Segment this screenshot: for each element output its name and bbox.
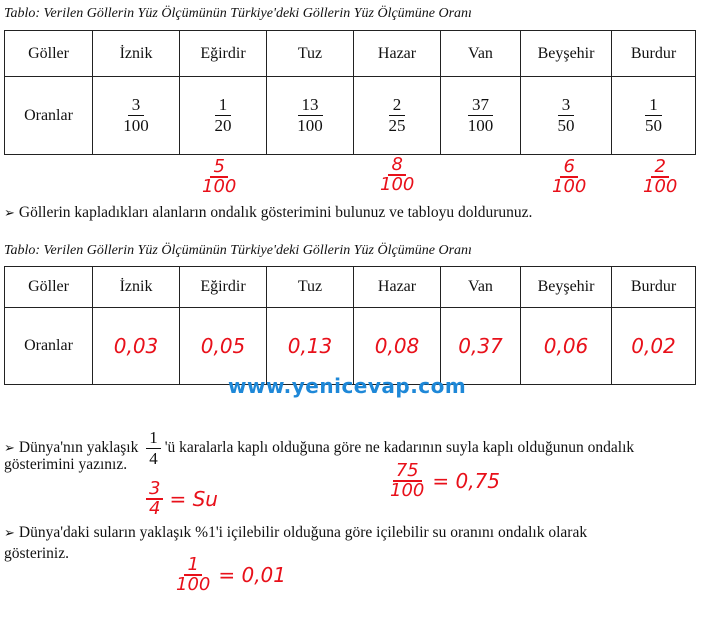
table1-header-label: Göller <box>5 31 93 77</box>
hand-numerator: 8 <box>388 156 405 176</box>
q1-hand-left-rest: = Su <box>169 487 218 511</box>
table2-answer: 0,13 <box>267 308 354 385</box>
q1-hand-right <box>390 462 500 500</box>
hand-numerator: 2 <box>651 158 668 178</box>
table2-lake: Van <box>441 267 521 308</box>
table1-ratio <box>180 77 267 155</box>
question1-text-after: 'ü karalarla kaplı olduğuna göre ne kadarının suyla kaplı olduğunun ondalık <box>164 439 635 457</box>
q1-hand-right-fraction <box>390 462 424 500</box>
hand-denominator: 100 <box>176 574 211 595</box>
table2-answer: 0,06 <box>521 308 612 385</box>
instruction-text: Göllerin kapladıkları alanların ondalık gösterimini bulunuz ve tabloyu doldurunuz. <box>18 204 533 221</box>
table1-ratio <box>267 77 354 155</box>
table2-header-row <box>5 267 696 308</box>
instruction <box>4 203 532 224</box>
q2-hand-rest: = 0,01 <box>218 563 287 587</box>
hand-conversion-hazar <box>380 156 414 194</box>
table2-lake: Hazar <box>354 267 441 308</box>
hand-denominator: 4 <box>149 498 161 519</box>
table2-answer: 0,03 <box>93 308 180 385</box>
table1-lake: Van <box>441 31 521 77</box>
table1-caption: Tablo: Verilen Göllerin Yüz Ölçümünün Türkiye'deki Göllerin Yüz Ölçümüne Oranı <box>4 6 472 21</box>
table1-lake: Burdur <box>612 31 696 77</box>
table2-lake: Tuz <box>267 267 354 308</box>
hand-denominator: 100 <box>202 176 237 197</box>
ratio-denominator: 100 <box>297 116 323 135</box>
question2 <box>4 523 700 564</box>
fraction-denominator: 4 <box>149 449 158 468</box>
q1-hand-left-fraction <box>146 480 163 518</box>
ratio-denominator: 100 <box>123 116 149 135</box>
hand-denominator: 100 <box>390 480 425 501</box>
hand-numerator: 5 <box>210 158 227 178</box>
table2-lake: Burdur <box>612 267 696 308</box>
q2-hand-fraction <box>176 556 210 594</box>
fraction-numerator: 1 <box>146 428 161 449</box>
table2-answer: 0,05 <box>180 308 267 385</box>
table1-ratio-row <box>5 77 696 155</box>
table2-caption: Tablo: Verilen Göllerin Yüz Ölçümünün Türkiye'deki Göllerin Yüz Ölçümüne Oranı <box>4 243 472 258</box>
ratio-denominator: 20 <box>214 116 232 135</box>
table2-header-label: Göller <box>5 267 93 308</box>
table1-lake: Hazar <box>354 31 441 77</box>
ratio-numerator: 37 <box>468 95 493 116</box>
hand-numerator: 3 <box>146 480 163 500</box>
hand-conversion-burdur <box>643 158 677 196</box>
hand-conversion-egirdir <box>202 158 236 196</box>
ratio-denominator: 50 <box>645 116 662 135</box>
table1-header-row <box>5 31 696 77</box>
table2-lake: Beyşehir <box>521 267 612 308</box>
ratio-numerator: 2 <box>389 95 406 116</box>
question1-fraction <box>146 428 161 469</box>
table2 <box>4 266 696 385</box>
q1-hand-right-rest: = 0,75 <box>432 469 501 493</box>
table1-ratio <box>441 77 521 155</box>
ratio-denominator: 25 <box>388 116 406 135</box>
question2-text-line1: Dünya'daki suların yaklaşık %1'i içilebilir olduğuna göre içilebilir su oranını ondalık olarak <box>18 524 588 541</box>
ratio-numerator: 3 <box>128 95 145 116</box>
watermark: www.yenicevap.com <box>228 374 467 398</box>
hand-denominator: 100 <box>380 174 415 195</box>
hand-numerator: 75 <box>393 462 422 482</box>
hand-numerator: 1 <box>184 556 201 576</box>
question1 <box>4 428 700 475</box>
table2-answer: 0,08 <box>354 308 441 385</box>
table1-lake: İznik <box>93 31 180 77</box>
table1-ratio <box>354 77 441 155</box>
hand-conversion-beysehir <box>552 158 586 196</box>
table1-ratio <box>521 77 612 155</box>
ratio-numerator: 3 <box>558 95 575 116</box>
table1-ratio <box>612 77 696 155</box>
ratio-numerator: 1 <box>645 95 662 116</box>
q1-hand-left <box>146 480 218 518</box>
table1-lake: Beyşehir <box>521 31 612 77</box>
ratio-numerator: 13 <box>298 95 323 116</box>
arrow-bullet-icon: ➢ <box>4 526 15 541</box>
question1-line2: gösterimini yazınız. <box>4 456 128 473</box>
table2-row-label: Oranlar <box>5 308 93 385</box>
ratio-denominator: 100 <box>467 116 494 135</box>
table2-answer: 0,37 <box>441 308 521 385</box>
table1-lake: Tuz <box>267 31 354 77</box>
table1-row-label: Oranlar <box>5 77 93 155</box>
table2-answer: 0,02 <box>612 308 696 385</box>
hand-numerator: 6 <box>560 158 577 178</box>
hand-denominator: 100 <box>643 176 678 197</box>
arrow-bullet-icon: ➢ <box>4 206 15 221</box>
table1 <box>4 30 696 155</box>
q2-hand <box>176 556 286 594</box>
table2-answer-row <box>5 308 696 385</box>
ratio-denominator: 50 <box>557 116 575 135</box>
table1-ratio <box>93 77 180 155</box>
question2-line1 <box>4 523 700 544</box>
hand-denominator: 100 <box>552 176 587 197</box>
question1-text-before: Dünya'nın yaklaşık <box>18 439 139 457</box>
arrow-bullet-icon: ➢ <box>4 441 15 457</box>
table1-lake: Eğirdir <box>180 31 267 77</box>
table2-lake: İznik <box>93 267 180 308</box>
ratio-numerator: 1 <box>215 95 232 116</box>
table2-lake: Eğirdir <box>180 267 267 308</box>
question2-line2: gösteriniz. <box>4 545 69 562</box>
